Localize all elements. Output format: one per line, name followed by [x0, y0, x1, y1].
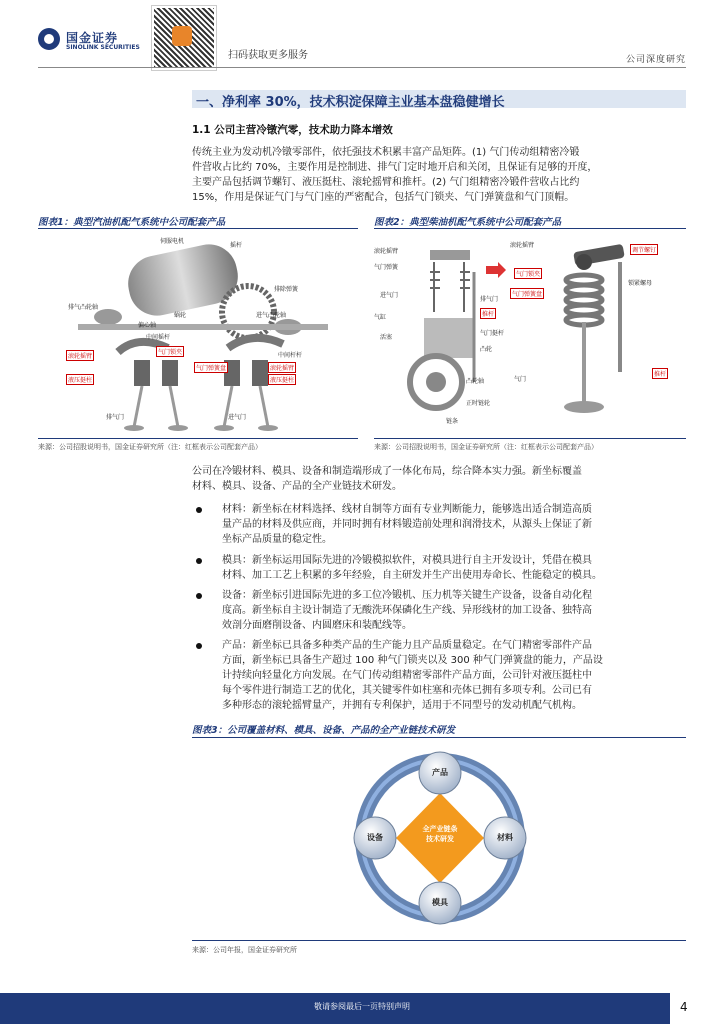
fig1-label: 排气凸轮轴 — [68, 304, 99, 311]
fig2-label: 气门 — [514, 376, 527, 383]
figure-3-rule — [192, 737, 686, 738]
bullet-line: 度高。新坐标自主设计制造了无酸洗环保磷化生产线、异形线材的加工设备、独特高 — [222, 605, 592, 616]
page-number-box — [670, 993, 724, 1024]
fig2-label: 滚轮摇臂 — [510, 242, 535, 249]
fig2-boxed-label: 推杆 — [652, 368, 668, 379]
fig2-boxed-label: 推杆 — [480, 308, 496, 319]
center-line: 技术研发 — [426, 835, 454, 843]
fig1-label: 进气门 — [228, 414, 247, 421]
bullet-line: 方面，新坐标已具备生产超过 100 种气门锁夹以及 300 种气门弹簧盘的能力，产品设 — [222, 655, 603, 666]
fig1-label: 排除弹簧 — [274, 286, 299, 293]
fig1-label: 伺服电机 — [160, 238, 185, 245]
fig1-label: 摇杆 — [230, 242, 243, 249]
bullet-line: 量产品的材料及供应商，并同时拥有材料锻造前处理和润滑技术，从源头上保证了新 — [222, 519, 592, 530]
figure-2-diagram — [374, 232, 686, 432]
fig1-boxed-label: 气门锁夹 — [156, 346, 184, 357]
fig3-center-label — [410, 824, 470, 844]
fig2-label: 气门弹簧 — [374, 264, 399, 271]
bullet-dot — [196, 558, 202, 564]
bullet-equipment — [222, 588, 686, 633]
bullet-line: 每个零件进行制造工艺的优化，其关键零件如柱塞和壳体已拥有多项专利。公司已有 — [222, 685, 592, 696]
fig1-boxed-label: 液压挺柱 — [268, 374, 296, 385]
fig1-label: 中间杆杆 — [278, 352, 303, 359]
page-header — [0, 0, 724, 70]
bullet-line: 模具：新坐标运用国际先进的冷锻模拟软件，对模具进行自主开发设计，凭借在模具 — [222, 555, 592, 566]
para-line: 主要产品包括调节螺钉、液压挺柱、滚轮摇臂和推杆。(2) 气门组精密冷锻件营收占比约 — [192, 177, 580, 188]
intro-paragraph — [192, 145, 684, 205]
diesel-valve-train-illustration — [374, 232, 686, 432]
fig2-label: 凸轮 — [480, 346, 493, 353]
fig1-boxed-label: 滚轮摇臂 — [66, 350, 94, 361]
bullet-line: 材料：新坐标在材料选择、线材自制等方面有专业判断能力，能够选出适合制造高质 — [222, 504, 592, 515]
figure-3-title: 图表3：公司覆盖材料、模具、设备、产品的全产业链技术研发 — [192, 725, 456, 736]
bullet-line: 坐标产品质量的稳定性。 — [222, 534, 332, 545]
para-line: 件营收占比约 70%，主要作用是控制进、排气门定时地开启和关闭，且保证有足够的开度， — [192, 162, 598, 173]
para-line: 公司在冷锻材料、模具、设备和制造端形成了一体化布局，综合降本实力强。新坐标覆盖 — [192, 466, 582, 477]
qr-center-logo-icon — [172, 26, 192, 46]
logo-en: SINOLINK SECURITIES — [66, 44, 140, 51]
node-equipment: 设备 — [367, 833, 383, 842]
bullet-line: 效剖分面磨削设备、内圆磨床和装配线等。 — [222, 620, 412, 631]
node-product: 产品 — [432, 768, 448, 777]
value-chain-paragraph — [192, 464, 684, 494]
fig1-boxed-label: 液压挺柱 — [66, 374, 94, 385]
fig2-label: 正时链轮 — [466, 400, 491, 407]
figure-2-bottom-rule — [374, 438, 686, 439]
header-divider — [38, 67, 686, 68]
section-title: 一、净利率 30%，技术积淀保障主业基本盘稳健增长 — [196, 95, 505, 110]
gasoline-valve-train-illustration — [38, 232, 358, 432]
figure-1-title: 图表1：典型汽油机配气系统中公司配套产品 — [38, 217, 226, 228]
scan-text: 扫码获取更多服务 — [228, 50, 308, 61]
sinolink-logo-icon — [38, 28, 60, 50]
fig1-boxed-label: 滚轮摇臂 — [268, 362, 296, 373]
fig2-boxed-label: 气门弹簧盘 — [510, 288, 544, 299]
fig2-boxed-label: 气门锁夹 — [514, 268, 542, 279]
fig2-label: 链条 — [446, 418, 459, 425]
subsection-title: 1.1 公司主营冷镦汽零，技术助力降本增效 — [192, 124, 393, 136]
bullet-line: 计持续向轻量化方向发展。在气门传动组精密零部件产品方面，公司针对液压挺柱中 — [222, 670, 592, 681]
fig1-label: 偏心轴 — [138, 322, 157, 329]
figure-1-bottom-rule — [38, 438, 358, 439]
bullet-materials — [222, 502, 686, 547]
fig1-label: 中间摇杆 — [146, 334, 171, 341]
bullet-dot — [196, 593, 202, 599]
figure-3-bottom-rule — [192, 940, 686, 941]
para-line: 材料、模具、设备、产品的全产业链技术研发。 — [192, 481, 402, 492]
fig1-label: 排气门 — [106, 414, 125, 421]
fig1-label: 蜗轮 — [174, 312, 187, 319]
fig2-boxed-label: 调节螺钉 — [630, 244, 658, 255]
bullet-molds — [222, 553, 686, 583]
fig2-label: 滚轮摇臂 — [374, 248, 399, 255]
bullet-line: 材料、加工工艺上积累的多年经验，自主研发并生产出使用寿命长、性能稳定的模具。 — [222, 570, 602, 581]
fig2-label: 活塞 — [380, 334, 393, 341]
figure-2-title: 图表2：典型柴油机配气系统中公司配套产品 — [374, 217, 562, 228]
fig2-label: 气缸 — [374, 314, 387, 321]
figure-1-diagram — [38, 232, 358, 432]
bullet-line: 设备：新坐标引进国际先进的多工位冷锻机、压力机等关键生产设备，设备自动化程 — [222, 590, 592, 601]
bullet-line: 产品：新坐标已具备多种类产品的生产能力且产品质量稳定。在气门精密零部件产品 — [222, 640, 592, 651]
figure-2-source: 来源：公司招股说明书，国金证券研究所（注：红框表示公司配套产品） — [374, 443, 598, 451]
fig2-label: 凸轮轴 — [466, 378, 485, 385]
disclaimer-notice: 敬请参阅最后一页特别声明 — [314, 1002, 410, 1011]
para-line: 15%，作用是保证气门与气门座的严密配合，包括气门锁夹、气门弹簧盘和气门顶帽。 — [192, 192, 575, 203]
fig2-label: 锁紧螺母 — [628, 280, 653, 287]
bullet-products — [222, 638, 686, 713]
node-mold: 模具 — [432, 898, 448, 907]
fig2-label: 气门挺杆 — [480, 330, 505, 337]
figure-2-rule — [374, 228, 686, 229]
bullet-line: 多种形态的滚轮摇臂量产，并拥有专利保护，适用于不同型号的发动机配气机构。 — [222, 700, 582, 711]
figure-1-rule — [38, 228, 358, 229]
fig2-label: 排气门 — [480, 296, 499, 303]
fig1-label: 进气凸轮轴 — [256, 312, 287, 319]
fig2-label: 进气门 — [380, 292, 399, 299]
fig1-boxed-label: 气门弹簧盘 — [194, 362, 228, 373]
bullet-dot — [196, 643, 202, 649]
node-material: 材料 — [497, 833, 513, 842]
figure-3-source: 来源：公司年报，国金证券研究所 — [192, 946, 297, 954]
page-number: 4 — [680, 1000, 688, 1014]
report-type: 公司深度研究 — [625, 55, 686, 65]
bullet-dot — [196, 507, 202, 513]
logo-cn: 国金证券 — [66, 31, 119, 45]
center-line: 全产业链条 — [422, 825, 458, 833]
para-line: 传统主业为发动机冷镦零部件，依托强技术积累丰富产品矩阵。(1) 气门传动组精密冷锻 — [192, 147, 580, 158]
figure-3-diagram — [340, 745, 540, 935]
figure-1-source: 来源：公司招股说明书，国金证券研究所（注：红框表示公司配套产品） — [38, 443, 262, 451]
